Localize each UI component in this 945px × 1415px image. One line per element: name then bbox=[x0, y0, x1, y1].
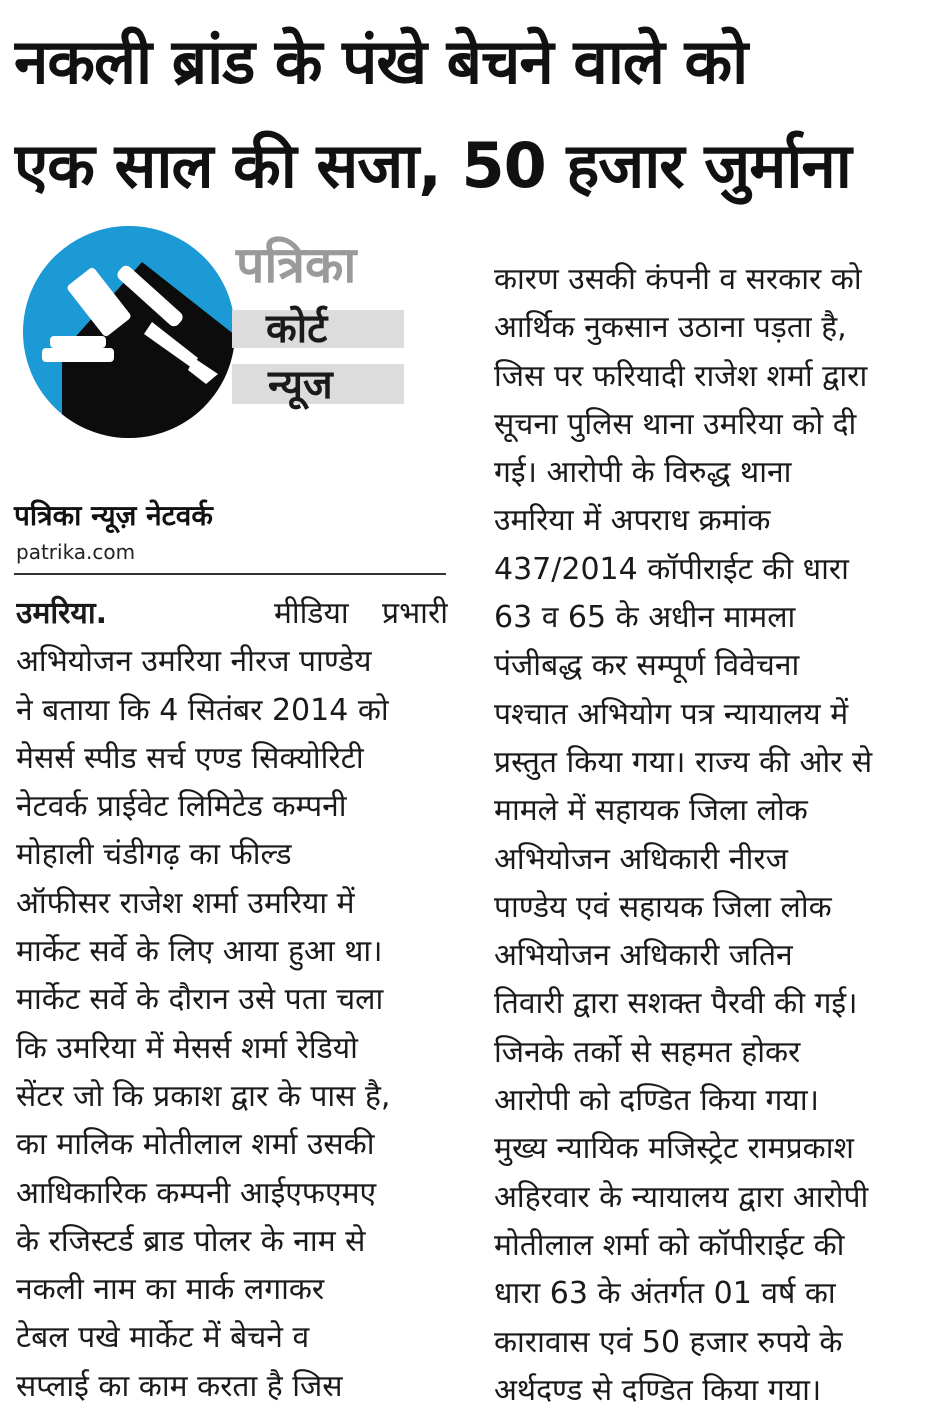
body-line: कि उमरिया में मेसर्स शर्मा रेडियो bbox=[16, 1030, 358, 1066]
body-line: मार्केट सर्वे के दौरान उसे पता चला bbox=[16, 982, 384, 1018]
body-line: अभियोजन अधिकारी नीरज bbox=[494, 841, 788, 877]
body-line: प्रस्तुत किया गया। राज्य की ओर से bbox=[494, 744, 873, 780]
body-line: आधिकारिक कम्पनी आईएफएमए bbox=[16, 1175, 377, 1211]
body-line: सेंटर जो कि प्रकाश द्वार के पास है, bbox=[16, 1078, 391, 1114]
body-line: अर्थदण्ड से दण्डित किया गया। bbox=[494, 1372, 822, 1408]
body-line: के रजिस्टर्ड ब्राड पोलर के नाम से bbox=[16, 1223, 366, 1259]
body-line: मामले में सहायक जिला लोक bbox=[494, 793, 808, 829]
body-line: मोतीलाल शर्मा को कॉपीराईट की bbox=[494, 1227, 845, 1263]
body-line: का मालिक मोतीलाल शर्मा उसकी bbox=[16, 1127, 375, 1163]
body-line: अभियोजन अधिकारी जतिन bbox=[494, 938, 793, 974]
body-line: सूचना पुलिस थाना उमरिया को दी bbox=[494, 406, 857, 442]
body-line: 63 व 65 के अधीन मामला bbox=[494, 600, 796, 636]
logo-brand: पत्रिका bbox=[236, 236, 357, 294]
body-line: टेबल पखे मार्केट में बेचने व bbox=[16, 1320, 310, 1356]
body-line: ऑफीसर राजेश शर्मा उमरिया में bbox=[16, 885, 355, 921]
body-line: अहिरवार के न्यायालय द्वारा आरोपी bbox=[494, 1179, 869, 1215]
website: patrika.com bbox=[16, 540, 136, 564]
dateline: उमरिया. bbox=[16, 596, 107, 631]
body-line: उमरिया में अपराध क्रमांक bbox=[494, 503, 771, 539]
body-line: ने बताया कि 4 सितंबर 2014 को bbox=[16, 692, 389, 728]
body-line: मार्केट सर्वे के लिए आया हुआ था। bbox=[16, 934, 383, 970]
body-line: नकली नाम का मार्क लगाकर bbox=[16, 1272, 325, 1308]
body-line: धारा 63 के अंतर्गत 01 वर्ष का bbox=[494, 1276, 836, 1312]
headline-line: नकली ब्रांड के पंखे बेचने वाले को bbox=[14, 25, 748, 98]
body-line: मेसर्स स्पीड सर्च एण्ड सिक्योरिटी bbox=[16, 740, 364, 776]
body-line: मोहाली चंडीगढ़ का फील्ड bbox=[16, 837, 292, 873]
body-line: 437/2014 कॉपीराईट की धारा bbox=[494, 551, 849, 587]
headline bbox=[14, 10, 934, 218]
logo-news: न्यूज bbox=[268, 362, 333, 408]
body-line: अभियोजन उमरिया नीरज पाण्डेय bbox=[16, 644, 372, 680]
body-line: आरोपी को दण्डित किया गया। bbox=[494, 1083, 819, 1119]
body-column-right bbox=[494, 256, 926, 1415]
court-news-logo bbox=[22, 222, 412, 442]
byline: पत्रिका न्यूज़ नेटवर्क bbox=[14, 499, 213, 532]
body-line: तिवारी द्वारा सशक्त पैरवी की गई। bbox=[494, 986, 858, 1022]
body-line: जिनके तर्को से सहमत होकर bbox=[494, 1034, 801, 1070]
body-line: गई। आरोपी के विरुद्ध थाना bbox=[494, 455, 792, 491]
body-line: जिस पर फरियादी राजेश शर्मा द्वारा bbox=[494, 358, 868, 394]
body-line: मुख्य न्यायिक मजिस्ट्रेट रामप्रकाश bbox=[494, 1131, 854, 1167]
body-line: कारावास एवं 50 हजार रुपये के bbox=[494, 1324, 843, 1360]
body-line: सप्लाई का काम करता है जिस bbox=[16, 1368, 343, 1404]
byline-divider bbox=[14, 573, 446, 575]
body-line: पाण्डेय एवं सहायक जिला लोक bbox=[494, 889, 832, 925]
body-line: पंजीबद्ध कर सम्पूर्ण विवेचना bbox=[494, 648, 800, 684]
logo-court: कोर्ट bbox=[266, 306, 328, 352]
body-column-left bbox=[16, 590, 448, 1411]
headline-line: एक साल की सजा, 50 हजार जुर्माना bbox=[14, 129, 851, 202]
body-line: उमरिया. मीडिया प्रभारी bbox=[16, 596, 448, 631]
body-line: पश्चात अभियोग पत्र न्यायालय में bbox=[494, 696, 849, 732]
body-line: नेटवर्क प्राईवेट लिमिटेड कम्पनी bbox=[16, 789, 347, 825]
body-line: आर्थिक नुकसान उठाना पड़ता है, bbox=[494, 310, 847, 346]
body-line: कारण उसकी कंपनी व सरकार को bbox=[494, 262, 862, 297]
